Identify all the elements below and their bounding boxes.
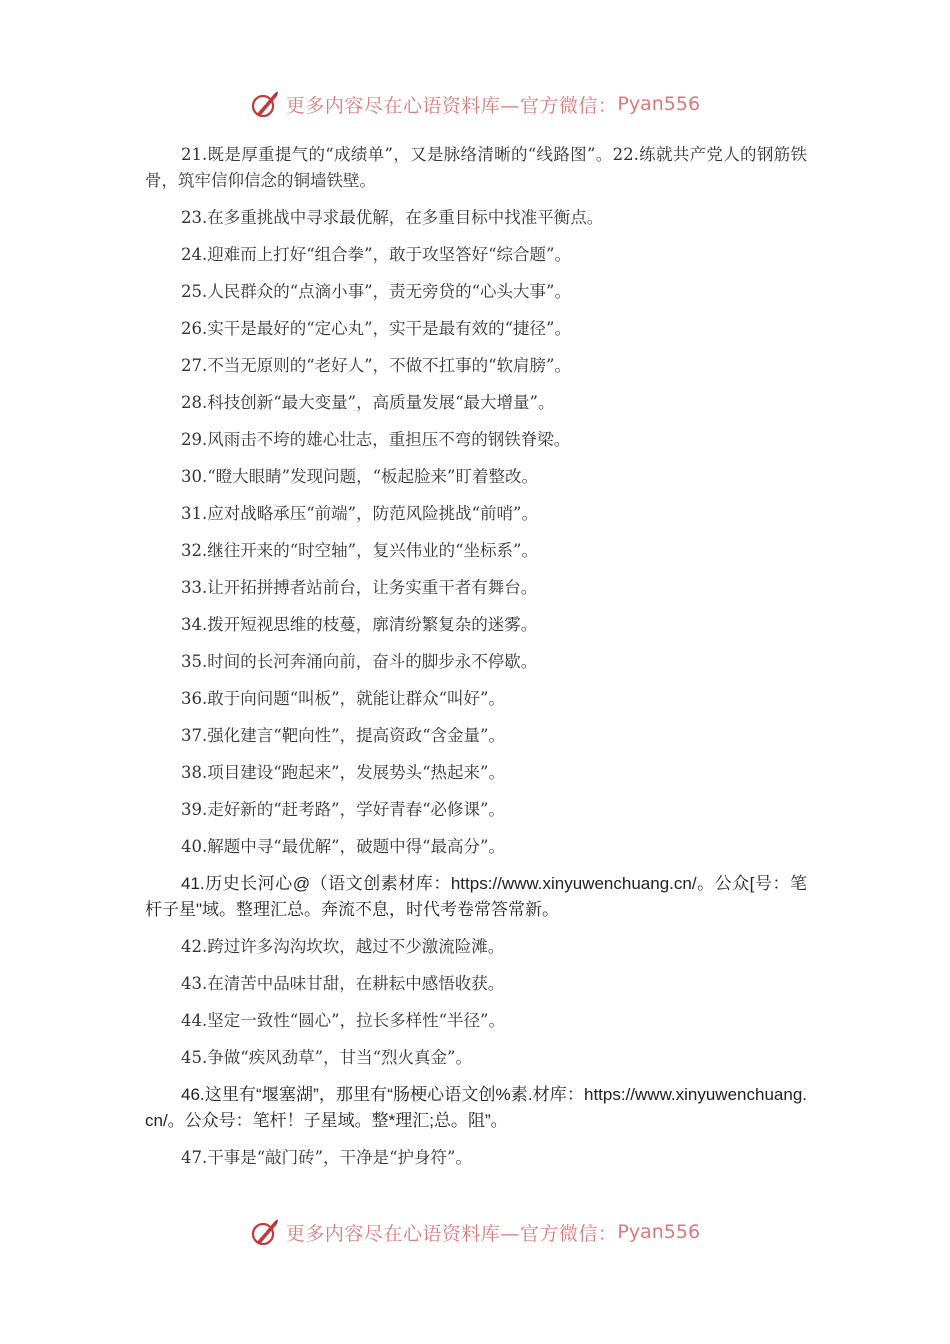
paragraph-32: 32.继往开来的“时空轴”，复兴伟业的“坐标系”。 bbox=[181, 541, 538, 560]
paragraph-36: 36.敢于向问题“叫板”，就能让群众“叫好”。 bbox=[181, 689, 505, 708]
header-banner bbox=[0, 84, 950, 124]
paragraph-23: 23.在多重挑战中寻求最优解，在多重目标中找准平衡点。 bbox=[181, 208, 604, 227]
paragraph-21-22: 21.既是厚重提气的“成绩单”，又是脉络清晰的“线路图”。22.练就共产党人的钢筋铁骨，筑牢信仰信念的铜墙铁壁。 bbox=[145, 145, 807, 190]
paragraph-45: 45.争做“疾风劲草”，甘当“烈火真金”。 bbox=[181, 1048, 472, 1067]
paragraph-31: 31.应对战略承压“前端”，防范风险挑战“前哨”。 bbox=[181, 504, 538, 523]
paragraph-28: 28.科技创新“最大变量”，高质量发展“最大增量”。 bbox=[181, 393, 555, 412]
document-body bbox=[145, 142, 807, 1182]
header-banner-text: 更多内容尽在心语资料库—官方微信： bbox=[285, 94, 618, 117]
paragraph-41: 41.历史长河心@（语文创素材库：https://www.xinyuwenchuang.cn/。公众[号：笔杆子星"域。整理汇总。奔流不息，时代考卷常答常新。 bbox=[145, 874, 807, 919]
quill-pen-logo-icon bbox=[250, 89, 280, 119]
header-wechat-id: Pyan556 bbox=[617, 93, 701, 115]
paragraph-39: 39.走好新的“赶考路”，学好青春“必修课”。 bbox=[181, 800, 505, 819]
paragraph-27: 27.不当无原则的“老好人”，不做不扛事的“软肩膀”。 bbox=[181, 356, 571, 375]
paragraph-44: 44.坚定一致性“圆心”，拉长多样性“半径”。 bbox=[181, 1011, 505, 1030]
paragraph-26: 26.实干是最好的“定心丸”，实干是最有效的“捷径”。 bbox=[181, 319, 571, 338]
paragraph-25: 25.人民群众的“点滴小事”，责无旁贷的“心头大事”。 bbox=[181, 282, 571, 301]
paragraph-24: 24.迎难而上打好“组合拳”，敢于攻坚答好“综合题”。 bbox=[181, 245, 571, 264]
paragraph-38: 38.项目建设“跑起来”，发展势头“热起来”。 bbox=[181, 763, 505, 782]
paragraph-42: 42.跨过许多沟沟坎坎，越过不少激流险滩。 bbox=[181, 937, 505, 956]
footer-wechat-id: Pyan556 bbox=[617, 1221, 701, 1243]
paragraph-43: 43.在清苦中品味甘甜，在耕耘中感悟收获。 bbox=[181, 974, 505, 993]
paragraph-37: 37.强化建言“靶向性”，提高资政“含金量”。 bbox=[181, 726, 505, 745]
paragraph-29: 29.风雨击不垮的雄心壮志，重担压不弯的钢铁脊梁。 bbox=[181, 430, 571, 449]
paragraph-30: 30.“瞪大眼睛”发现问题，“板起脸来”盯着整改。 bbox=[181, 467, 538, 486]
paragraph-40: 40.解题中寻“最优解”，破题中得“最高分”。 bbox=[181, 837, 505, 856]
footer-banner-text: 更多内容尽在心语资料库—官方微信： bbox=[285, 1222, 618, 1245]
footer-banner bbox=[0, 1212, 950, 1252]
paragraph-34: 34.拨开短视思维的枝蔓，廓清纷繁复杂的迷雾。 bbox=[181, 615, 538, 634]
paragraph-47: 47.干事是“敲门砖”，干净是“护身符”。 bbox=[181, 1148, 472, 1167]
paragraph-46: 46.这里有“堰塞湖”，那里有“肠梗心语文创%素.材库：https://www.xinyuwenchuang.cn/。公众号：笔杆！子星域。整*理汇;总。阻”。 bbox=[145, 1085, 807, 1130]
quill-pen-logo-icon bbox=[250, 1217, 280, 1247]
paragraph-33: 33.让开拓拼搏者站前台，让务实重干者有舞台。 bbox=[181, 578, 538, 597]
paragraph-35: 35.时间的长河奔涌向前，奋斗的脚步永不停歇。 bbox=[181, 652, 538, 671]
